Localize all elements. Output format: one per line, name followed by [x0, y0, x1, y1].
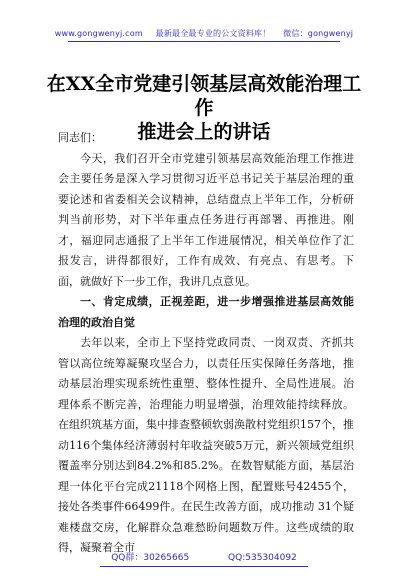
footer-divider	[100, 566, 308, 567]
title-line-2: 推进会上的讲话	[137, 121, 271, 143]
section-heading-1: 一、肯定成绩，正视差距，进一步增强推进基层高效能治理的政治自觉	[58, 295, 354, 329]
header-slogan: 最新最全最专业的公文资料库！	[155, 29, 271, 38]
header-divider	[68, 41, 340, 42]
paragraph-achievements: 去年以来，全市上下坚持党政同责、一岗双责、齐抓共管以高位统筹凝聚攻坚合力，以责任压实保障任务落地，推动基层治理实现系统性重塑、整体性提升、全局性进展。治理体系不断完善，治理能力明显增强，治理效能持续释放。在组织筑基方面，集中排查整顿软弱涣散村党组织157个，推动116个集体经济薄弱村年收益突破5万元，新兴领域党组织覆盖率分别达到84.2%和85.2%。在数智赋能方面，基层治理一体化平台完成21118个网格上图，配置账号42455个，接处各类事件66499件。在民生改善方面，成功推动 31个疑难楼盘交房，化解群众急难愁盼问题数万件。这些成绩的取得，凝聚着全市	[58, 336, 354, 554]
salutation: 同志们：	[58, 131, 102, 144]
title-line-1: 在XX全市党建引领基层高效能治理工作	[46, 73, 362, 119]
footer-qq: QQ:535304092	[228, 553, 297, 563]
footer-qq-group: QQ群：30265665	[111, 553, 190, 563]
header-wechat: 微信：gongwenyj	[283, 29, 354, 38]
page-header	[0, 28, 408, 39]
document-body	[58, 128, 354, 559]
paragraph-intro: 今天，我们召开全市党建引领基层高效能治理工作推进会主要任务是深入学习贯彻习近平总书记关于基层治理的重要论述和省委相关会议精神，总结盘点上半年工作，分析研判当前形势，对下半年重点任务进行再部署、再推进。刚才，福迎同志通报了上半年工作进展情况，相关单位作了汇报发言，讲得都很好，工作有成效、有亮点、有思考。下面，就做好下一步工作，我讲几点意见。	[58, 151, 354, 288]
page-footer	[0, 550, 408, 563]
header-site-link[interactable]: www.gongwenyj.com	[54, 29, 143, 38]
